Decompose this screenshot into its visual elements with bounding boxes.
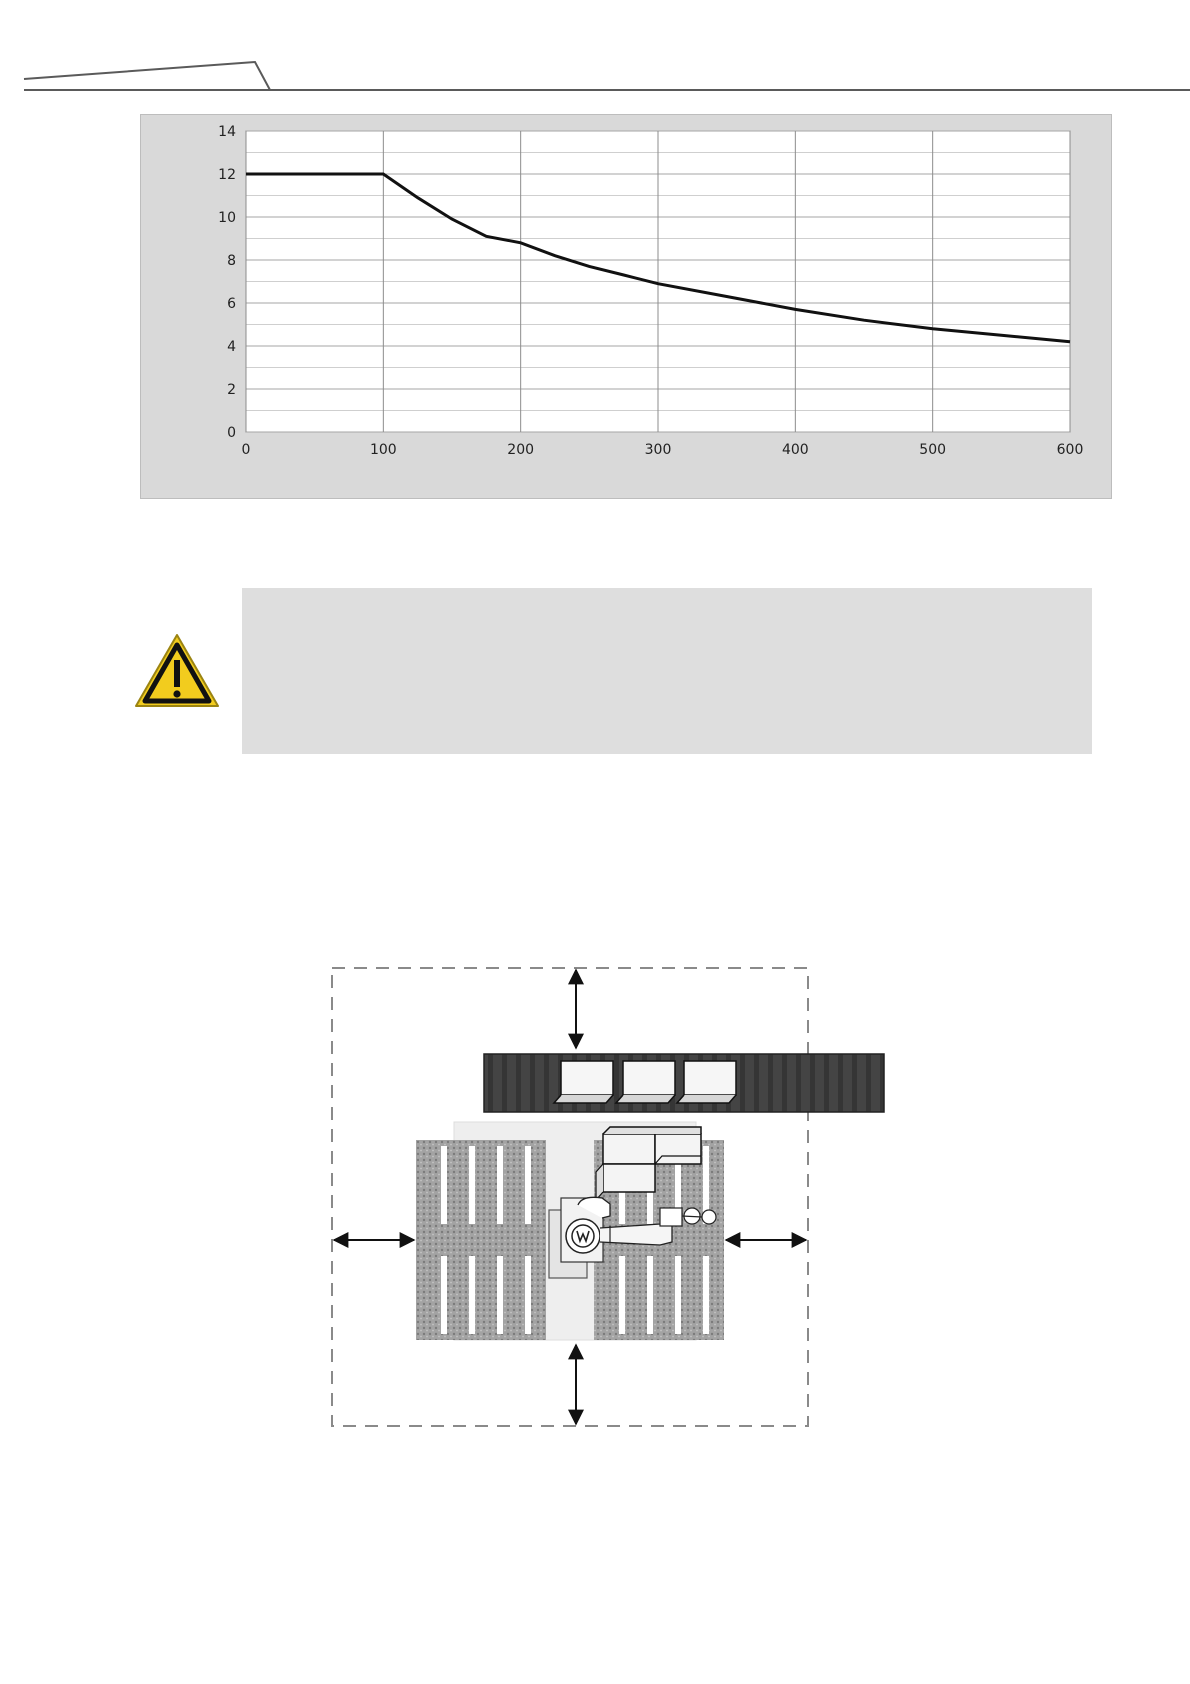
cell-layout-diagram — [320, 960, 900, 1440]
x-tick-label: 500 — [919, 442, 947, 458]
y-tick-label: 8 — [227, 253, 236, 269]
conveyor-box — [554, 1061, 613, 1103]
conveyor-box — [677, 1061, 736, 1103]
robot-wrist — [660, 1208, 682, 1226]
x-tick-label: 400 — [781, 442, 809, 458]
conveyor-box — [616, 1061, 675, 1103]
left-pallet — [416, 1140, 546, 1340]
x-tick-label: 200 — [507, 442, 535, 458]
y-tick-label: 4 — [227, 339, 236, 355]
line-chart — [141, 115, 1113, 500]
y-tick-label: 12 — [218, 167, 236, 183]
x-tick-label: 600 — [1056, 442, 1084, 458]
warning-triangle-icon — [134, 632, 220, 710]
x-tick-label: 0 — [241, 442, 251, 458]
y-tick-label: 6 — [227, 296, 236, 312]
chart-panel — [140, 114, 1112, 499]
y-tick-label: 2 — [227, 382, 236, 398]
warning-note-box — [242, 588, 1092, 754]
x-tick-label: 300 — [644, 442, 672, 458]
header-tab-outline — [24, 62, 270, 90]
y-tick-label: 0 — [227, 425, 236, 441]
y-tick-label: 14 — [218, 124, 236, 140]
page-header — [0, 0, 1190, 100]
y-tick-label: 10 — [218, 210, 236, 226]
x-tick-label: 100 — [369, 442, 397, 458]
conveyor-boxes — [554, 1061, 736, 1103]
